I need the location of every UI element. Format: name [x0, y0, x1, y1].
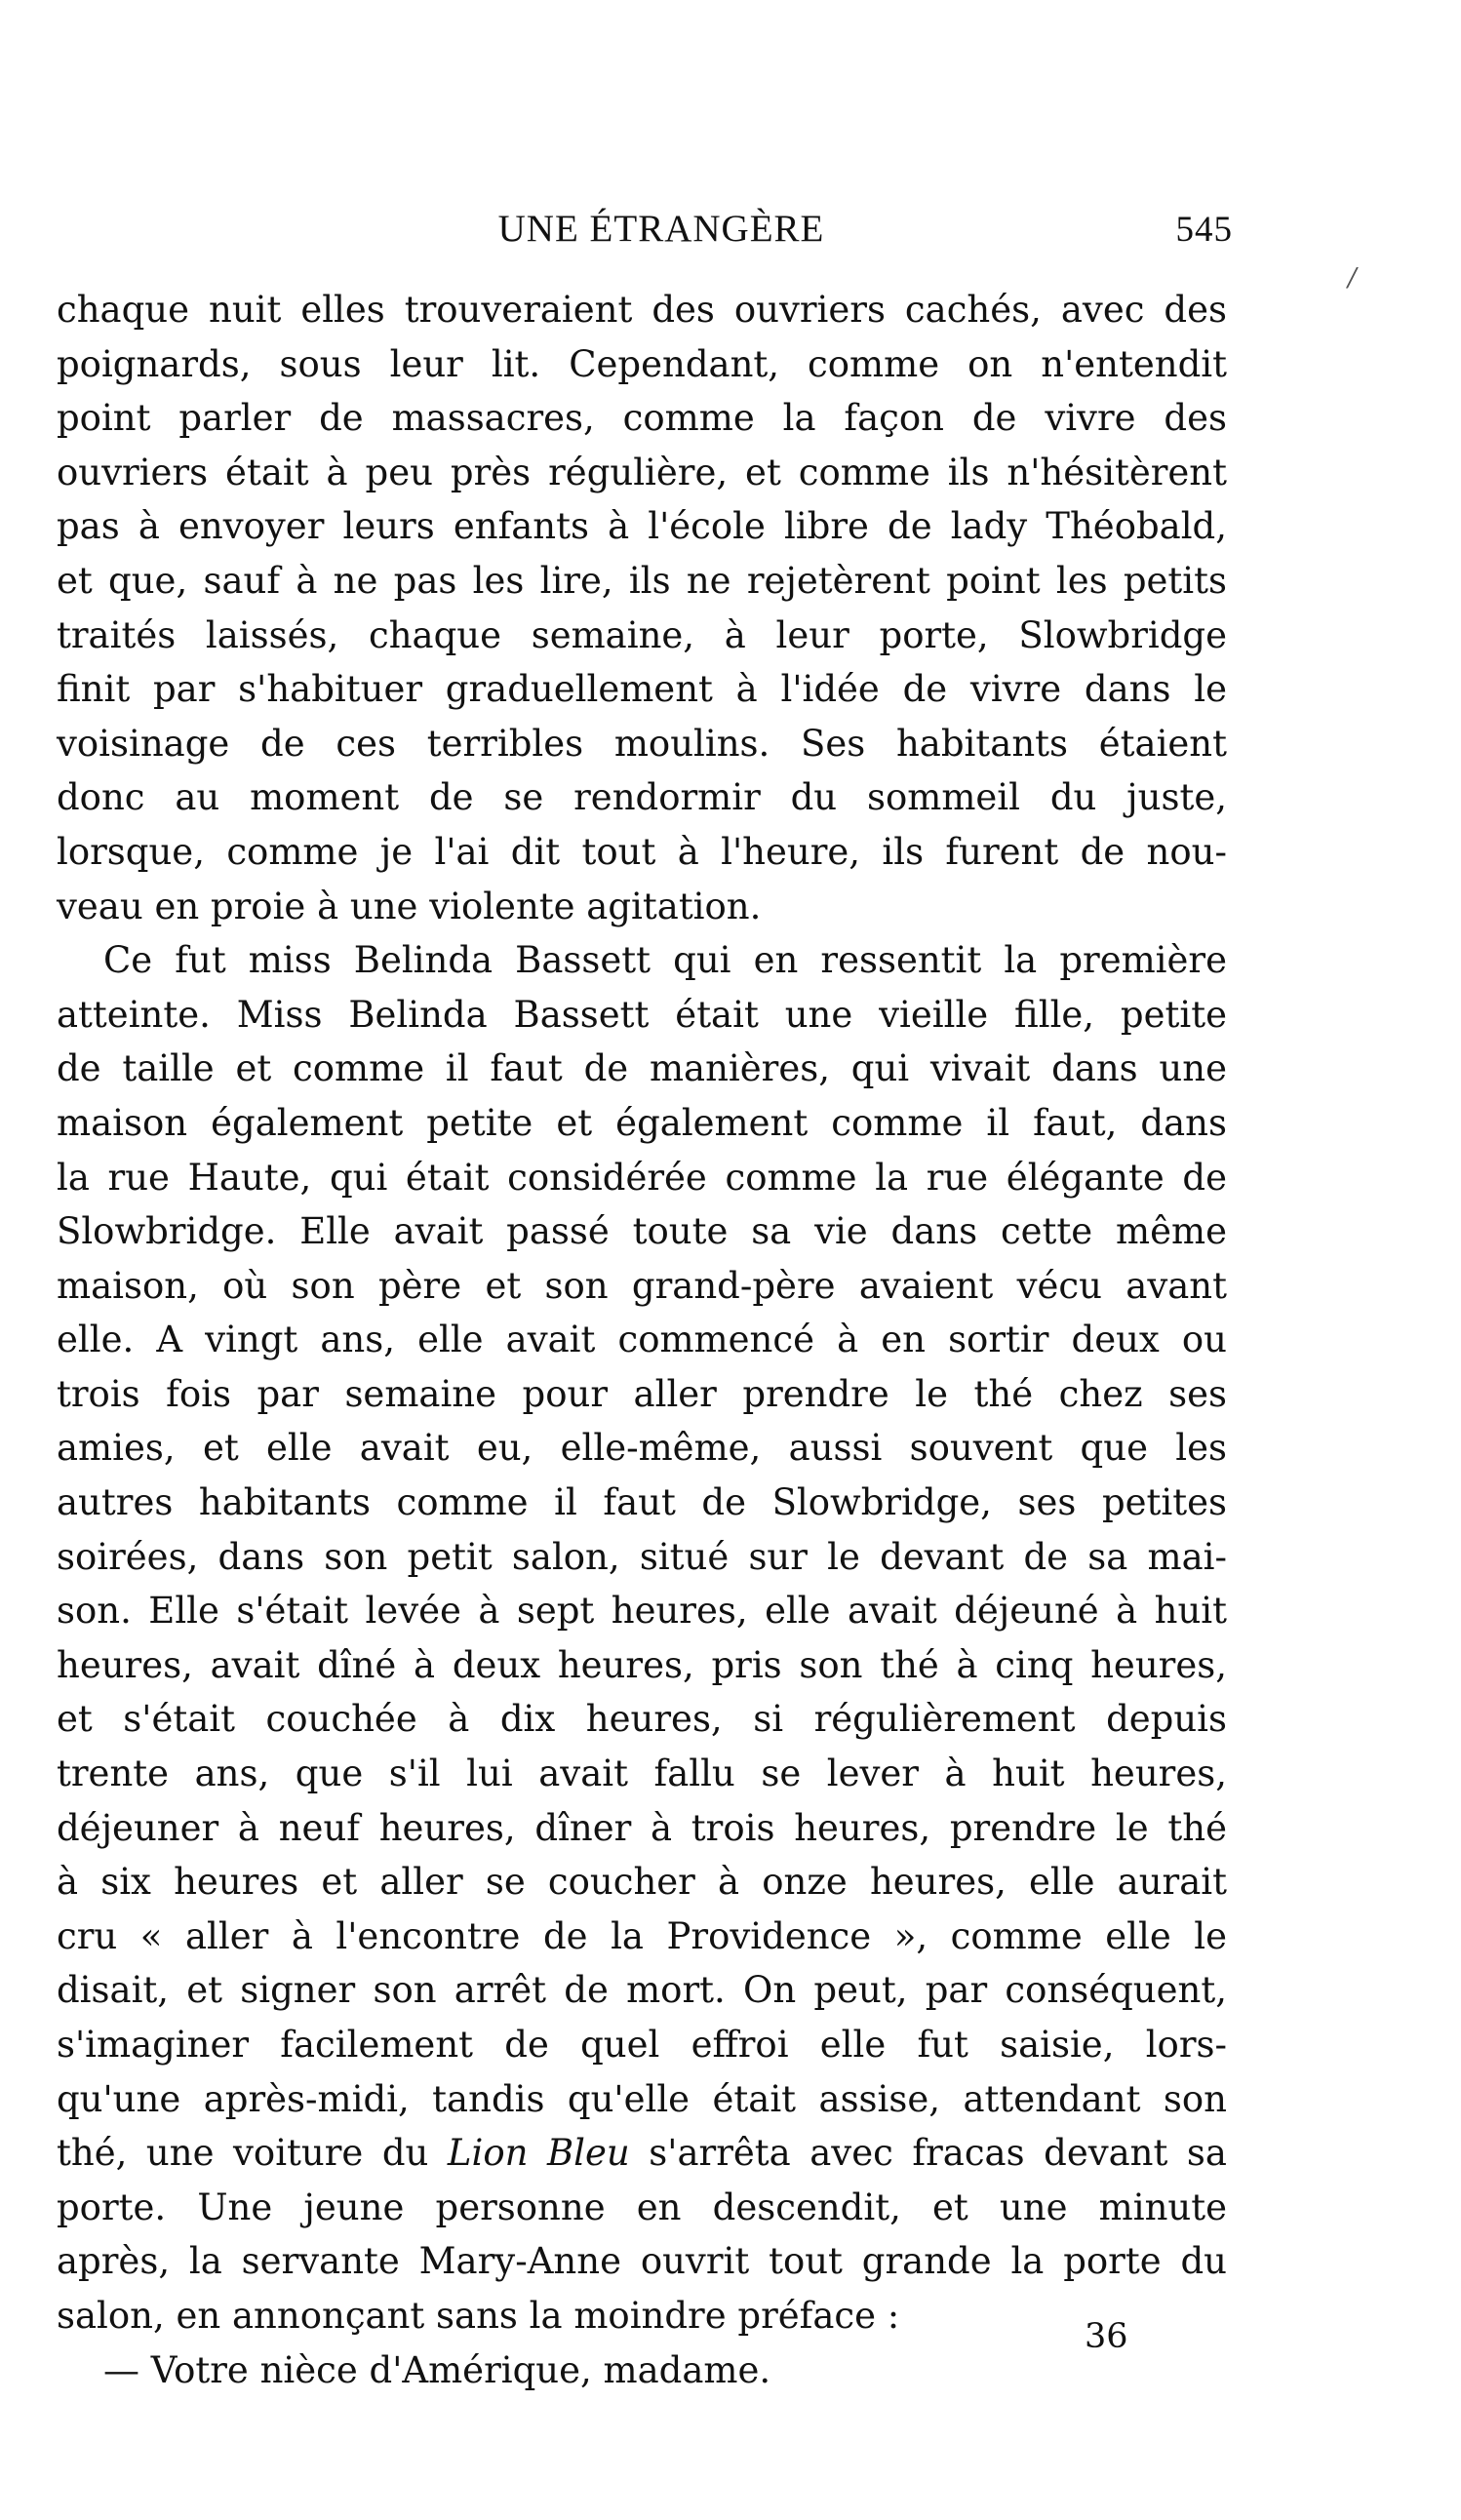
book-page	[57, 0, 1233, 2520]
italic-name: Lion Bleu	[447, 2132, 630, 2175]
text-line: trois fois par semaine pour aller prendre le thé chez ses	[57, 1372, 1227, 1415]
text-line: la rue Haute, qui était considérée comme la rue élégante de	[57, 1156, 1227, 1199]
text-line: porte. Une jeune personne en descendit, et une minute	[57, 2185, 1227, 2228]
page-number: 545	[1175, 210, 1233, 250]
running-title: UNE ÉTRANGÈRE	[497, 208, 825, 250]
signature-mark: 36	[1085, 2317, 1128, 2356]
text-line: et s'était couchée à dix heures, si régulièrement depuis	[57, 1698, 1227, 1741]
text-line: pas à envoyer leurs enfants à l'école libre de lady Théobald,	[57, 505, 1227, 548]
text-line: donc au moment de se rendormir du sommeil du juste,	[57, 776, 1227, 819]
text-line: trente ans, que s'il lui avait fallu se lever à huit heures,	[57, 1752, 1227, 1795]
body-text	[57, 283, 1227, 2397]
text-line: s'imaginer facilement de quel effroi elle fut saisie, lors-	[57, 2024, 1227, 2066]
text-line: heures, avait dîné à deux heures, pris son thé à cinq heures,	[57, 1643, 1227, 1686]
paragraph	[57, 2343, 1227, 2398]
text-line: son. Elle s'était levée à sept heures, elle avait déjeuné à huit	[57, 1590, 1227, 1633]
margin-mark: /	[1348, 263, 1357, 293]
text-line: ouvriers était à peu près régulière, et comme ils n'hésitèrent	[57, 451, 1227, 493]
text-line: qu'une après-midi, tandis qu'elle était assise, attendant son	[57, 2077, 1227, 2120]
text-line: Ce fut miss Belinda Bassett qui en ressentit la première	[103, 939, 1227, 982]
text-line: déjeuner à neuf heures, dîner à trois heures, prendre le thé	[57, 1806, 1227, 1849]
text-line: après, la servante Mary-Anne ouvrit tout grande la porte du	[57, 2240, 1227, 2283]
text-line: maison, où son père et son grand-père avaient vécu avant	[57, 1264, 1227, 1307]
text-line: finit par s'habituer graduellement à l'idée de vivre dans le	[57, 668, 1227, 711]
text-line: point parler de massacres, comme la façon de vivre des	[57, 397, 1227, 440]
text-line: et que, sauf à ne pas les lire, ils ne rejetèrent point les petits	[57, 559, 1227, 602]
text-line: autres habitants comme il faut de Slowbridge, ses petites	[57, 1481, 1227, 1524]
text-line: elle. A vingt ans, elle avait commencé à en sortir deux ou	[57, 1319, 1227, 1361]
text-line: amies, et elle avait eu, elle-même, aussi souvent que les	[57, 1427, 1227, 1470]
text-line: cru « aller à l'encontre de la Providence », comme elle le	[57, 1914, 1227, 1957]
paragraph	[57, 283, 1227, 933]
text-line: traités laissés, chaque semaine, à leur porte, Slowbridge	[57, 613, 1227, 656]
text-line: Slowbridge. Elle avait passé toute sa vie dans cette même	[57, 1210, 1227, 1253]
text-line: poignards, sous leur lit. Cependant, comme on n'entendit	[57, 342, 1227, 385]
text-line: à six heures et aller se coucher à onze heures, elle aurait	[57, 1861, 1227, 1904]
text-line: — Votre nièce d'Amérique, madame.	[103, 2348, 771, 2391]
text-line: thé, une voiture du Lion Bleu s'arrêta avec fracas devant sa	[57, 2132, 1227, 2175]
text-line: disait, et signer son arrêt de mort. On peut, par conséquent,	[57, 1969, 1227, 2012]
text-line: salon, en annonçant sans la moindre préface :	[57, 2294, 900, 2337]
text-line: veau en proie à une violente agitation.	[57, 885, 762, 927]
text-line: chaque nuit elles trouveraient des ouvriers cachés, avec des	[57, 289, 1227, 331]
text-line: de taille et comme il faut de manières, qui vivait dans une	[57, 1047, 1227, 1090]
text-line: maison également petite et également comme il faut, dans	[57, 1101, 1227, 1144]
text-line: soirées, dans son petit salon, situé sur le devant de sa mai-	[57, 1535, 1227, 1578]
text-line: voisinage de ces terribles moulins. Ses habitants étaient	[57, 722, 1227, 765]
running-head	[57, 207, 1233, 256]
text-line: atteinte. Miss Belinda Bassett était une vieille fille, petite	[57, 993, 1227, 1036]
paragraph	[57, 933, 1227, 2343]
text-line: lorsque, comme je l'ai dit tout à l'heure, ils furent de nou-	[57, 830, 1227, 873]
